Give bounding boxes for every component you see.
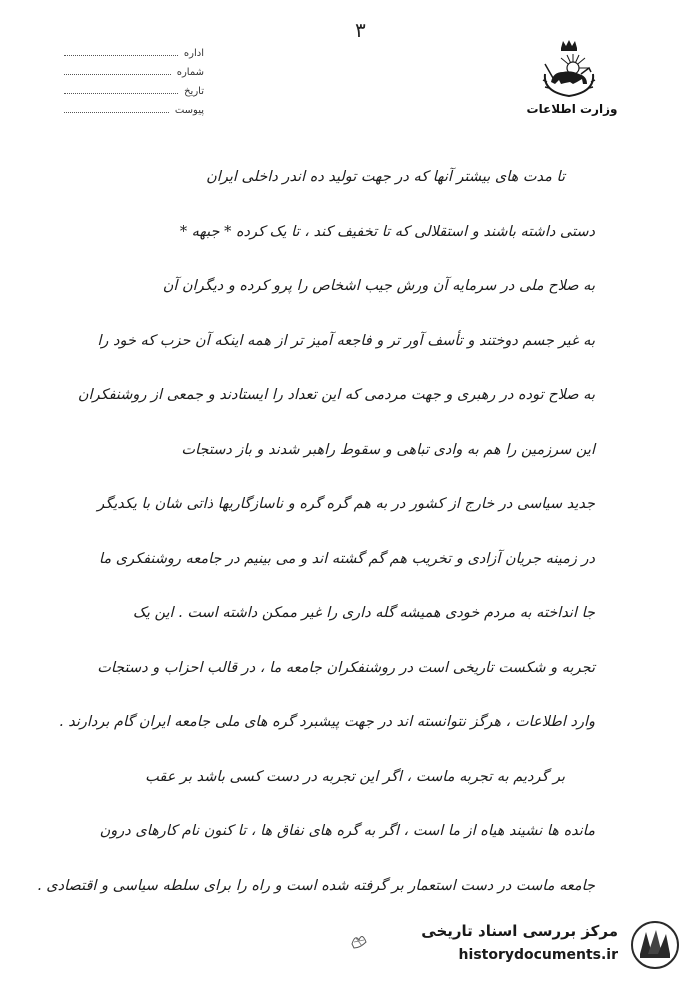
- field-attachment: [64, 97, 204, 116]
- page-number: ۳: [355, 18, 366, 42]
- body-line: به صلاح توده در رهبری و جهت مردمی که این تعداد را ایستادند و جمعی از روشنفکران: [77, 387, 595, 404]
- field-office: [64, 40, 204, 59]
- body-line: به صلاح ملی در سرمایه آن ورش جیب اشخاص را پرو کرده و دیگران آن: [162, 278, 595, 295]
- letter-body: [37, 150, 595, 913]
- archive-url: historydocuments.ir: [458, 947, 618, 963]
- body-line: به غیر جسم دوختند و تأسف آور تر و فاجعه آمیز تر از همه اینکه آن حزب که خود را: [97, 332, 595, 349]
- field-office-label: اداره: [183, 48, 204, 59]
- field-attachment-line: [64, 111, 169, 113]
- body-line: جدید سیاسی در خارج از کشور در به هم گره گره و ناسازگاریها ذاتی شان با یکدیگر: [97, 496, 595, 513]
- body-line: وارد اطلاعات ، هرگز نتوانسته اند در جهت پیشبرد گره های ملی جامعه ایران گام بردارند .: [59, 714, 595, 731]
- body-line: مانده ها نشیند هیاه از ما است ، اگر به گره های نفاق ها ، تا کنون نام کارهای درون: [99, 823, 595, 840]
- lion-and-sun-crown-emblem-icon: [537, 38, 601, 100]
- field-date: [64, 78, 204, 97]
- body-line: تا مدت های بیشتر آنها که در جهت تولید ده اندر داخلی ایران: [206, 169, 565, 186]
- body-line: در زمینه جریان آزادی و تخریب هم گم گشته اند و می بینیم در جامعه روشنفکری ما: [98, 550, 595, 567]
- body-line: تجربه و شکست تاریخی است در روشنفکران جامعه ما ، در قالب احزاب و دستجات: [97, 659, 595, 676]
- field-date-line: [64, 92, 178, 94]
- body-line: بر گردیم به تجربه ماست ، اگر این تجربه در دست کسی باشد بر عقب: [145, 768, 565, 785]
- body-line: جا انداخته به مردم خودی همیشه گله داری را غیر ممکن داشته است . این یک: [132, 605, 595, 622]
- field-attachment-label: پیوست: [174, 105, 204, 116]
- book-fan-logo-icon: [628, 920, 682, 970]
- ink-smudge-mark: [348, 930, 370, 952]
- field-office-line: [64, 54, 178, 56]
- archive-watermark: [421, 918, 690, 974]
- field-date-label: تاریخ: [184, 86, 204, 97]
- ministry-name: وزارت اطلاعات: [526, 102, 618, 116]
- field-number: [64, 59, 204, 78]
- archive-name: مرکز بررسی اسناد تاریخی: [421, 922, 618, 940]
- field-number-line: [64, 73, 171, 75]
- body-line: جامعه ماست در دست استعمار بر گرفته شده است و راه را برای سلطه سیاسی و اقتصادی .: [37, 877, 595, 894]
- field-number-label: شماره: [176, 67, 204, 78]
- body-line: دستی داشته باشند و استقلالی که تا تخفیف کند ، تا یک کرده * جبهه *: [179, 223, 595, 240]
- letterhead-fields: [64, 40, 204, 116]
- body-line: این سرزمین را هم به وادی تباهی و سقوط راهبر شدند و باز دستجات: [181, 441, 595, 458]
